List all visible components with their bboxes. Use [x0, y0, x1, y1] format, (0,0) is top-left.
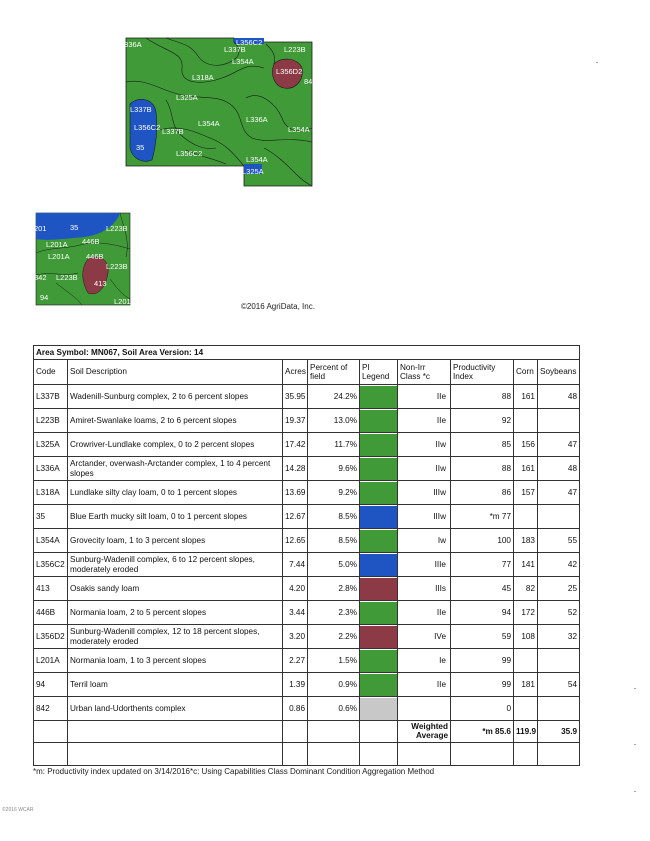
soybean-yield: 32 [538, 625, 580, 649]
soil-description: Normania loam, 2 to 5 percent slopes [68, 601, 283, 625]
non-irr-class: IIe [398, 673, 451, 697]
table-row [34, 553, 580, 577]
productivity-index: 100 [451, 529, 514, 553]
pi-legend-cell [360, 649, 398, 673]
corn-yield [514, 505, 538, 529]
acres: 0.86 [283, 697, 308, 721]
pi-legend-swatch [360, 530, 397, 552]
soil-description: Normania loam, 1 to 3 percent slopes [68, 649, 283, 673]
map-label: L336A [246, 115, 268, 124]
productivity-index: 92 [451, 409, 514, 433]
acres: 35.95 [283, 385, 308, 409]
productivity-index: 94 [451, 601, 514, 625]
soil-code: L354A [34, 529, 68, 553]
header-acres: Acres [283, 360, 308, 385]
map-label: L223B [106, 262, 128, 271]
non-irr-class: IIe [398, 385, 451, 409]
map-label: L223B [284, 45, 306, 54]
pi-legend-cell [360, 625, 398, 649]
map-label: 842 [304, 77, 317, 86]
productivity-index: 59 [451, 625, 514, 649]
soil-description: Amiret-Swanlake loams, 2 to 6 percent slopes [68, 409, 283, 433]
pi-legend-swatch [360, 698, 397, 720]
area-symbol-row [34, 346, 580, 360]
map-label: L318A [192, 73, 214, 82]
corn-yield: 161 [514, 457, 538, 481]
table-row [34, 529, 580, 553]
map-label: L354A [198, 119, 220, 128]
map-label: L354A [232, 57, 254, 66]
map-label: 413 [94, 279, 107, 288]
percent-of-field: 1.5% [308, 649, 360, 673]
table-row [34, 649, 580, 673]
percent-of-field: 11.7% [308, 433, 360, 457]
acres: 1.39 [283, 673, 308, 697]
weighted-average-row [34, 721, 580, 743]
soybean-yield: 54 [538, 673, 580, 697]
percent-of-field: 2.2% [308, 625, 360, 649]
soil-map-main-svg [120, 38, 317, 186]
header-corn: Corn [514, 360, 538, 385]
empty-cell [283, 742, 308, 765]
corn-yield [514, 697, 538, 721]
soil-table [33, 345, 580, 766]
soybean-yield: 48 [538, 457, 580, 481]
productivity-index: 45 [451, 577, 514, 601]
soybean-yield: 47 [538, 481, 580, 505]
soil-map-small [34, 213, 136, 306]
productivity-index: 77 [451, 553, 514, 577]
pi-legend-cell [360, 433, 398, 457]
pi-legend-swatch [360, 554, 397, 576]
pi-legend-cell [360, 529, 398, 553]
map-label: L223B [106, 224, 128, 233]
pi-legend-swatch [360, 410, 397, 432]
scan-speck [596, 62, 598, 63]
soil-code: 413 [34, 577, 68, 601]
soybean-yield: 52 [538, 601, 580, 625]
pi-legend-swatch [360, 434, 397, 456]
table-row [34, 457, 580, 481]
corn-yield: 82 [514, 577, 538, 601]
pi-legend-swatch [360, 602, 397, 624]
percent-of-field: 2.8% [308, 577, 360, 601]
soil-code: 94 [34, 673, 68, 697]
corn-yield: 157 [514, 481, 538, 505]
table-row [34, 577, 580, 601]
pi-legend-cell [360, 553, 398, 577]
productivity-index: 86 [451, 481, 514, 505]
non-irr-class: Iw [398, 529, 451, 553]
non-irr-class: IIw [398, 433, 451, 457]
header-soil-description: Soil Description [68, 360, 283, 385]
non-irr-class: IIe [398, 409, 451, 433]
soil-code: 446B [34, 601, 68, 625]
soil-map-main [120, 38, 317, 186]
soil-code: L337B [34, 385, 68, 409]
acres: 3.44 [283, 601, 308, 625]
soil-description: Osakis sandy loam [68, 577, 283, 601]
map-label: L356D2 [276, 67, 303, 76]
soil-code: 842 [34, 697, 68, 721]
acres: 7.44 [283, 553, 308, 577]
map-label: L354A [246, 155, 268, 164]
footnote: *m: Productivity index updated on 3/14/2016*c: Using Capabilities Class Dominant Condition Aggregation Method [33, 767, 435, 776]
soil-code: 35 [34, 505, 68, 529]
productivity-index: *m 77 [451, 505, 514, 529]
empty-cell [308, 742, 360, 765]
corn-yield: 161 [514, 385, 538, 409]
soybean-yield: 47 [538, 433, 580, 457]
soybean-yield: 48 [538, 385, 580, 409]
corn-yield: 181 [514, 673, 538, 697]
empty-cell [360, 742, 398, 765]
map-label: L356C2 [134, 123, 161, 132]
acres: 2.27 [283, 649, 308, 673]
soybean-yield [538, 409, 580, 433]
percent-of-field: 8.5% [308, 505, 360, 529]
percent-of-field: 0.6% [308, 697, 360, 721]
pi-legend-swatch [360, 458, 397, 480]
map-label: L354A [288, 125, 310, 134]
corn-yield: 183 [514, 529, 538, 553]
non-irr-class: IIe [398, 601, 451, 625]
soil-code: L223B [34, 409, 68, 433]
empty-cell [34, 742, 68, 765]
table-row [34, 601, 580, 625]
copyright-notice: ©2016 AgriData, Inc. [241, 302, 315, 311]
blank-row [34, 742, 580, 765]
table-header-row [34, 360, 580, 385]
percent-of-field: 9.6% [308, 457, 360, 481]
acres: 17.42 [283, 433, 308, 457]
pi-legend-swatch [360, 482, 397, 504]
percent-of-field: 9.2% [308, 481, 360, 505]
percent-of-field: 8.5% [308, 529, 360, 553]
soil-description: Lundlake silty clay loam, 0 to 1 percent slopes [68, 481, 283, 505]
soil-description: Sunburg-Wadenill complex, 6 to 12 percent slopes, moderately eroded [68, 553, 283, 577]
map-label: 35 [70, 223, 79, 232]
soil-description: Urban land-Udorthents complex [68, 697, 283, 721]
map-label: L337B [130, 105, 152, 114]
soil-description: Crowriver-Lundlake complex, 0 to 2 percent slopes [68, 433, 283, 457]
non-irr-class: IIIw [398, 505, 451, 529]
percent-of-field: 0.9% [308, 673, 360, 697]
map-label: L325A [242, 167, 264, 176]
corn-yield: 156 [514, 433, 538, 457]
non-irr-class: IIIw [398, 481, 451, 505]
acres: 12.67 [283, 505, 308, 529]
map-label: 446B [86, 252, 104, 261]
empty-cell [283, 721, 308, 743]
productivity-index: 99 [451, 673, 514, 697]
header-productivity-index: Productivity Index [451, 360, 514, 385]
acres: 13.69 [283, 481, 308, 505]
map-label: L325A [176, 93, 198, 102]
non-irr-class [398, 697, 451, 721]
soil-description: Grovecity loam, 1 to 3 percent slopes [68, 529, 283, 553]
corn-yield: 172 [514, 601, 538, 625]
soil-code: L356D2 [34, 625, 68, 649]
non-irr-class: IIIs [398, 577, 451, 601]
corner-tag: ©2016 WCAR [2, 807, 34, 813]
corn-yield [514, 409, 538, 433]
pi-legend-swatch [360, 650, 397, 672]
pi-legend-swatch [360, 506, 397, 528]
table-row [34, 625, 580, 649]
table-row [34, 409, 580, 433]
table-row [34, 673, 580, 697]
corn-yield: 141 [514, 553, 538, 577]
percent-of-field: 24.2% [308, 385, 360, 409]
weighted-average-label: Weighted Average [398, 721, 451, 743]
soybean-yield: 55 [538, 529, 580, 553]
soil-description: Sunburg-Wadenill complex, 12 to 18 percent slopes, moderately eroded [68, 625, 283, 649]
soil-code: L325A [34, 433, 68, 457]
map-label: L201A [46, 240, 68, 249]
productivity-index: 0 [451, 697, 514, 721]
map-label: L356C2 [236, 38, 263, 47]
empty-cell [514, 742, 538, 765]
soil-code: L356C2 [34, 553, 68, 577]
weighted-corn: 119.9 [514, 721, 538, 743]
map-label: L201A [48, 252, 70, 261]
pi-legend-cell [360, 673, 398, 697]
corn-yield [514, 649, 538, 673]
map-label: L336A [120, 40, 142, 49]
map-label: 842 [34, 273, 47, 282]
scan-speck [634, 744, 636, 745]
table-row [34, 697, 580, 721]
percent-of-field: 5.0% [308, 553, 360, 577]
scan-speck [634, 791, 636, 792]
soybean-yield [538, 505, 580, 529]
pi-legend-cell [360, 601, 398, 625]
empty-cell [68, 742, 283, 765]
pi-legend-cell [360, 385, 398, 409]
weighted-soybeans: 35.9 [538, 721, 580, 743]
map-label: L337B [224, 45, 246, 54]
productivity-index: 88 [451, 385, 514, 409]
pi-legend-cell [360, 457, 398, 481]
acres: 14.28 [283, 457, 308, 481]
empty-cell [34, 721, 68, 743]
pi-legend-swatch [360, 626, 397, 648]
corn-yield: 108 [514, 625, 538, 649]
weighted-productivity-index: *m 85.6 [451, 721, 514, 743]
table-row [34, 385, 580, 409]
pi-legend-cell [360, 577, 398, 601]
map-label: L223B [56, 273, 78, 282]
non-irr-class: IIw [398, 457, 451, 481]
pi-legend-cell [360, 505, 398, 529]
header-pi-legend: PI Legend [360, 360, 398, 385]
soybean-yield: 42 [538, 553, 580, 577]
empty-cell [308, 721, 360, 743]
soil-description: Terril loam [68, 673, 283, 697]
map-label: 35 [136, 143, 145, 152]
soil-map-small-svg [34, 213, 136, 306]
soil-description: Wadenill-Sunburg complex, 2 to 6 percent slopes [68, 385, 283, 409]
soybean-yield [538, 649, 580, 673]
soil-description: Blue Earth mucky silt loam, 0 to 1 percent slopes [68, 505, 283, 529]
scan-speck [634, 688, 636, 689]
empty-cell [538, 742, 580, 765]
pi-legend-cell [360, 481, 398, 505]
map-label: L201A [114, 297, 136, 306]
productivity-index: 85 [451, 433, 514, 457]
map-label: 446B [82, 237, 100, 246]
pi-legend-cell [360, 409, 398, 433]
pi-legend-cell [360, 697, 398, 721]
empty-cell [360, 721, 398, 743]
map-label: 201 [34, 224, 47, 233]
acres: 3.20 [283, 625, 308, 649]
header-percent-of-field: Percent of field [308, 360, 360, 385]
map-label: 94 [40, 293, 49, 302]
soybean-yield [538, 697, 580, 721]
soil-description: Arctander, overwash-Arctander complex, 1 to 4 percent slopes [68, 457, 283, 481]
table-row [34, 481, 580, 505]
pi-legend-swatch [360, 386, 397, 408]
table-row [34, 505, 580, 529]
map-label: L356C2 [176, 149, 203, 158]
productivity-index: 99 [451, 649, 514, 673]
acres: 19.37 [283, 409, 308, 433]
non-irr-class: IVe [398, 625, 451, 649]
acres: 4.20 [283, 577, 308, 601]
soybean-yield: 25 [538, 577, 580, 601]
productivity-index: 88 [451, 457, 514, 481]
empty-cell [451, 742, 514, 765]
non-irr-class: Ie [398, 649, 451, 673]
percent-of-field: 2.3% [308, 601, 360, 625]
soil-code: L318A [34, 481, 68, 505]
pi-legend-swatch [360, 578, 397, 600]
header-soybeans: Soybeans [538, 360, 580, 385]
header-code: Code [34, 360, 68, 385]
empty-cell [398, 742, 451, 765]
acres: 12.65 [283, 529, 308, 553]
soil-code: L201A [34, 649, 68, 673]
empty-cell [68, 721, 283, 743]
area-symbol: Area Symbol: MN067, Soil Area Version: 14 [34, 346, 580, 360]
pi-legend-swatch [360, 674, 397, 696]
map-label: L337B [162, 127, 184, 136]
header-non-irr-class: Non-Irr Class *c [398, 360, 451, 385]
non-irr-class: IIIe [398, 553, 451, 577]
soil-code: L336A [34, 457, 68, 481]
percent-of-field: 13.0% [308, 409, 360, 433]
table-row [34, 433, 580, 457]
